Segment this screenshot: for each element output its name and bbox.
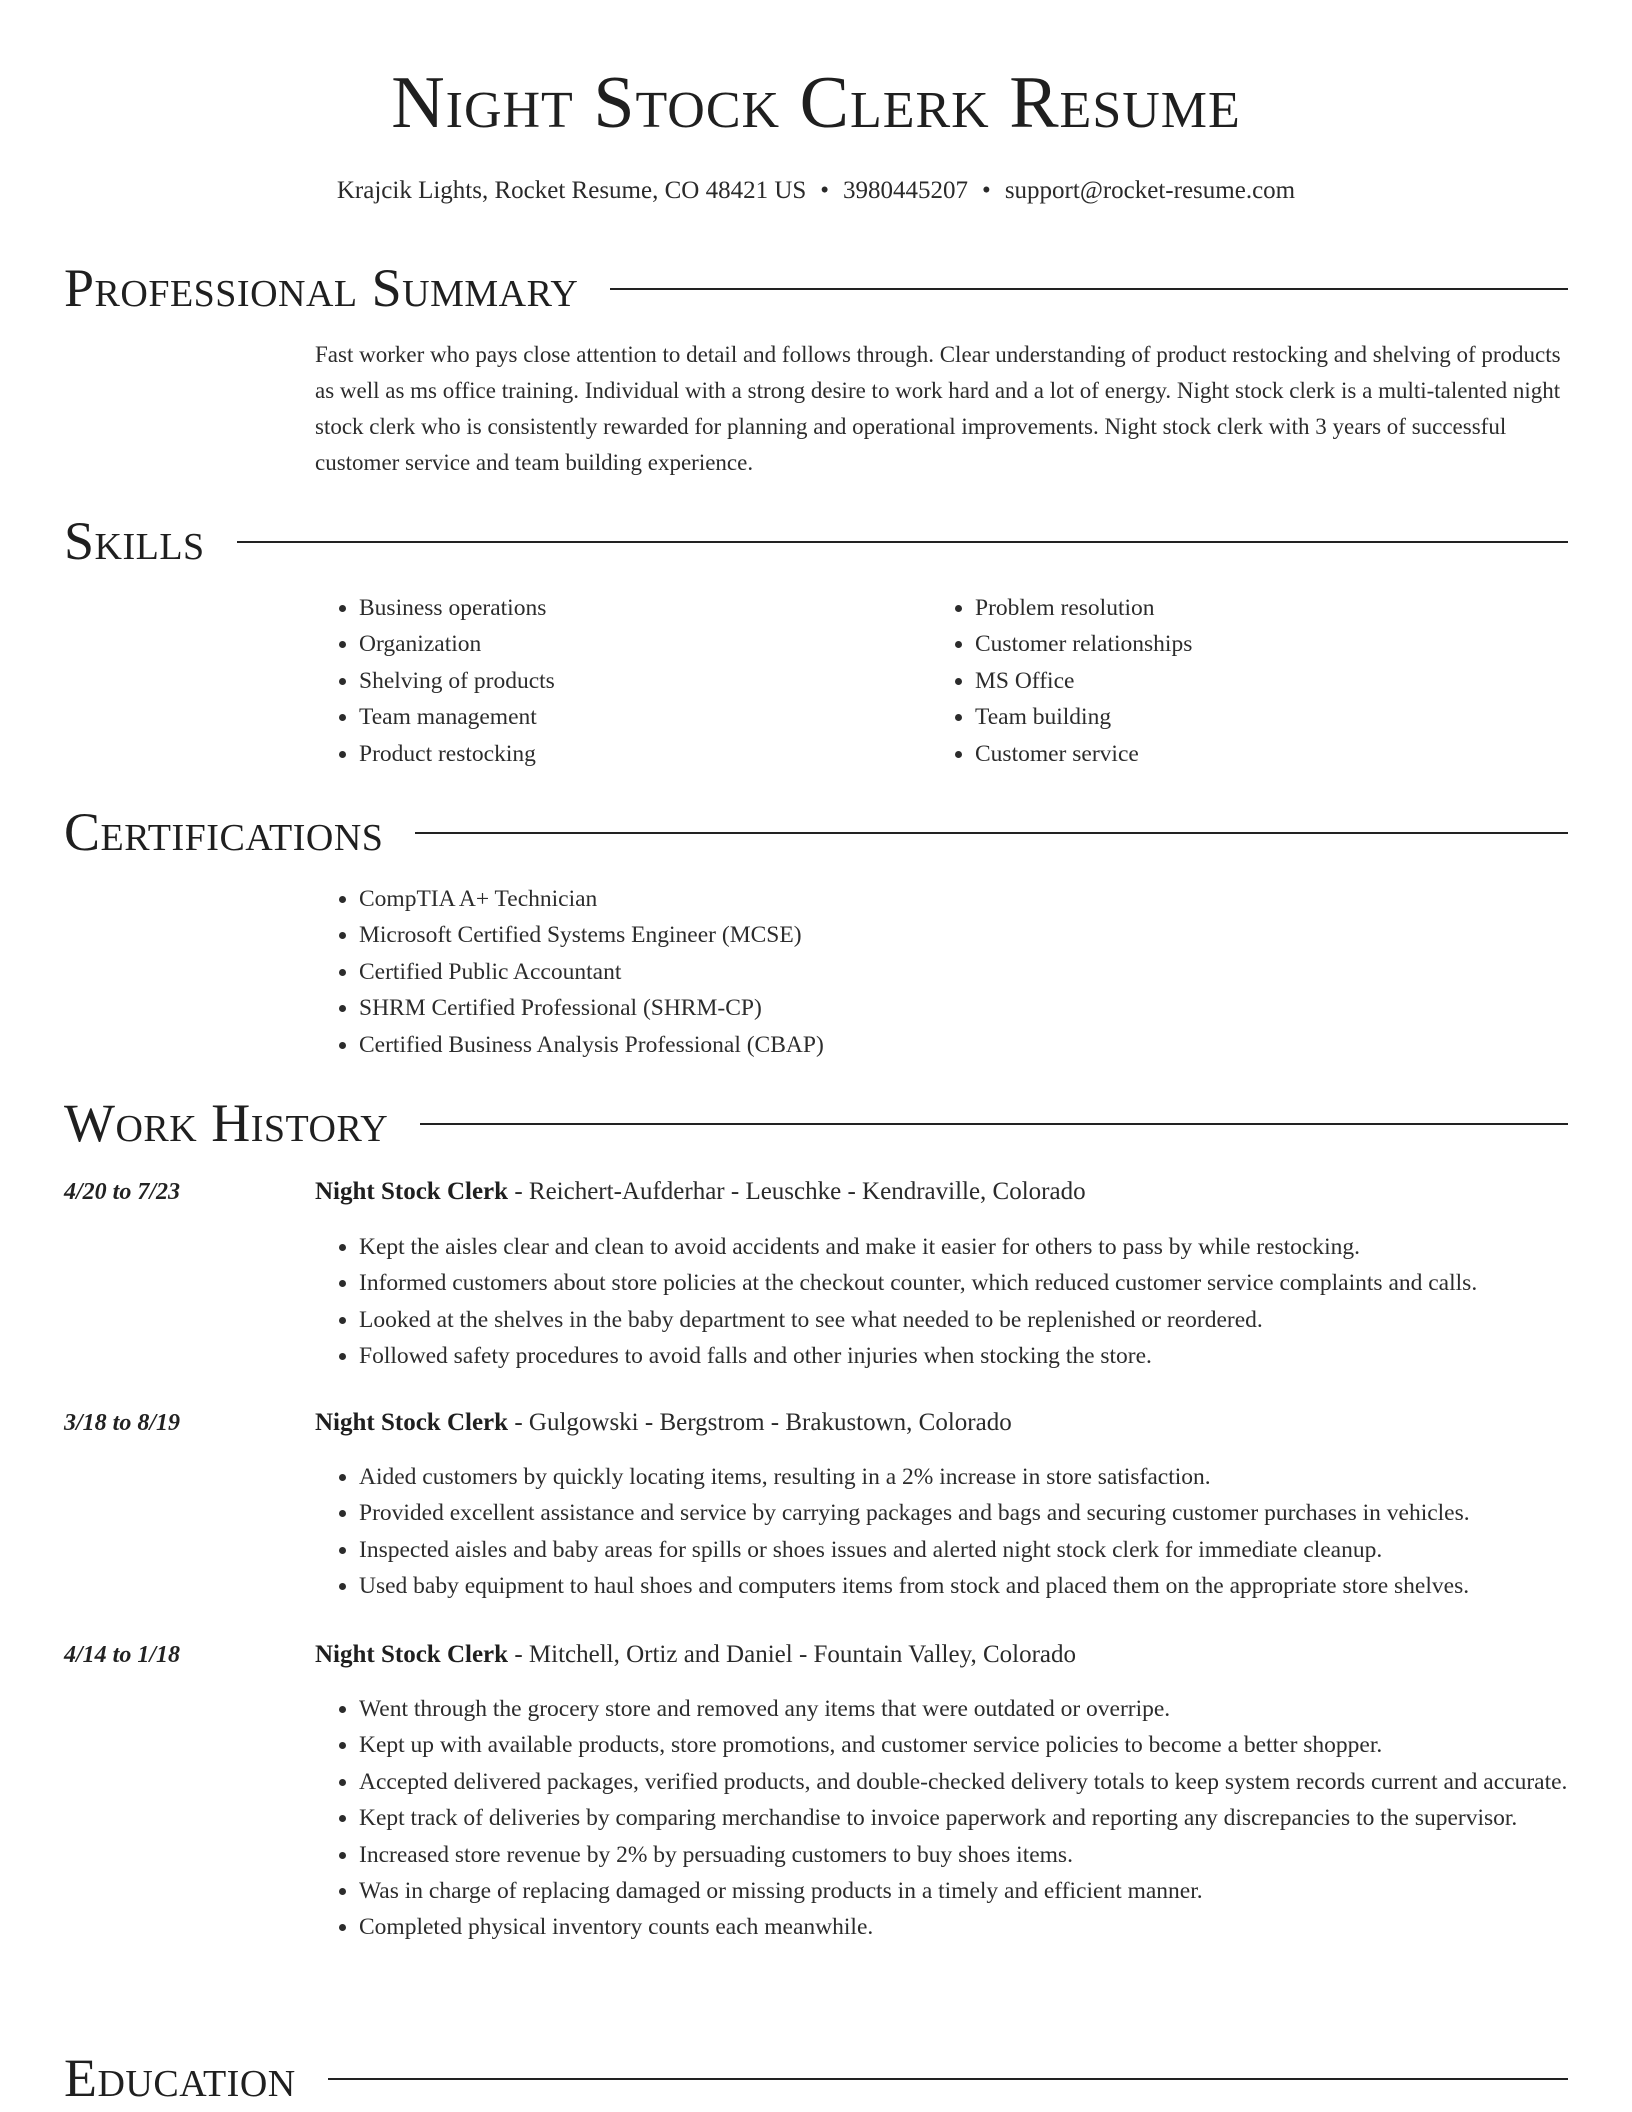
contact-separator: • xyxy=(820,177,830,204)
certification-item: • Certified Public Accountant xyxy=(359,954,1559,990)
contact-line xyxy=(0,174,1632,208)
skill-item: • Customer relationships xyxy=(975,626,1575,662)
job-bullet: • Completed physical inventory counts each meanwhile. xyxy=(359,1909,1613,1945)
skill-item: • Shelving of products xyxy=(359,663,919,699)
job-details: - Reichert-Aufderhar - Leuschke - Kendraville, Colorado xyxy=(508,1178,1086,1205)
resume-title: Night Stock Clerk Resume xyxy=(391,62,1241,144)
job-heading xyxy=(315,1405,1012,1441)
section-divider xyxy=(610,288,1568,290)
certification-item: • CompTIA A+ Technician xyxy=(359,881,1559,917)
job-bullet: • Followed safety procedures to avoid falls and other injuries when stocking the store. xyxy=(359,1338,1613,1374)
section-divider xyxy=(415,832,1568,834)
job-details: - Mitchell, Ortiz and Daniel - Fountain Valley, Colorado xyxy=(508,1641,1076,1668)
certification-item: • Microsoft Certified Systems Engineer (MCSE) xyxy=(359,917,1559,953)
certifications-heading: Certifications xyxy=(64,802,384,862)
section-divider xyxy=(420,1123,1568,1125)
job-bullet: • Kept up with available products, store promotions, and customer service policies to become a better shopper. xyxy=(359,1727,1613,1763)
job-bullet: • Used baby equipment to haul shoes and computers items from stock and placed them on the appropriate store shelves. xyxy=(359,1568,1613,1604)
job-title: Night Stock Clerk xyxy=(315,1409,509,1436)
education-section-header xyxy=(64,2045,1568,2111)
job-bullet: • Aided customers by quickly locating items, resulting in a 2% increase in store satisfaction. xyxy=(359,1459,1613,1495)
skill-item: • MS Office xyxy=(975,663,1575,699)
skill-item: • Problem resolution xyxy=(975,590,1575,626)
contact-separator: • xyxy=(982,177,991,204)
summary-section-header xyxy=(64,255,1568,321)
work-history-section-header xyxy=(64,1090,1568,1156)
job-bullet: • Provided excellent assistance and service by carrying packages and bags and securing customer purchases in vehicles. xyxy=(359,1495,1613,1531)
contact-email[interactable]: support@rocket-resume.com xyxy=(1004,177,1296,204)
skill-item: • Organization xyxy=(359,626,919,662)
summary-heading: Professional Summary xyxy=(64,258,579,318)
contact-address: Krajcik Lights, Rocket Resume, CO 48421 US xyxy=(336,177,807,204)
summary-text: Fast worker who pays close attention to detail and follows through. Clear understanding of product restocking and shelving of products as well as ms office training. Individual with a strong desire to work hard and a lot of energy. Night stock clerk is a multi-talented night stock clerk who is consistently rewarded for planning and operational improvements. Night stock clerk with 3 years of successful customer service and team building experience. xyxy=(315,342,1561,475)
job-heading xyxy=(315,1637,1076,1673)
job-bullet: • Kept track of deliveries by comparing merchandise to invoice paperwork and reporting any discrepancies to the supervisor. xyxy=(359,1800,1613,1836)
job-dates: 4/14 to 1/18 xyxy=(64,1642,181,1668)
certification-item: • SHRM Certified Professional (SHRM-CP) xyxy=(359,990,1559,1026)
skill-item: • Customer service xyxy=(975,736,1575,772)
job-bullet: • Looked at the shelves in the baby department to see what needed to be replenished or reordered. xyxy=(359,1302,1613,1338)
job-bullet: • Kept the aisles clear and clean to avoid accidents and make it easier for others to pass by while restocking. xyxy=(359,1229,1613,1265)
skills-heading: Skills xyxy=(64,511,205,571)
job-bullets xyxy=(315,1229,1613,1375)
job-bullets xyxy=(315,1691,1613,1946)
job-dates: 3/18 to 8/19 xyxy=(64,1410,181,1436)
skill-item: • Team building xyxy=(975,699,1575,735)
skills-section-header xyxy=(64,508,1568,574)
skill-item: • Product restocking xyxy=(359,736,919,772)
section-divider xyxy=(328,2078,1568,2080)
education-heading: Education xyxy=(64,2048,296,2108)
job-heading xyxy=(315,1174,1086,1210)
certification-item: • Certified Business Analysis Professional (CBAP) xyxy=(359,1027,1559,1063)
job-title: Night Stock Clerk xyxy=(315,1641,509,1668)
skills-list-left xyxy=(315,590,919,772)
contact-phone: 3980445207 xyxy=(843,177,969,204)
certifications-section-header xyxy=(64,799,1568,865)
skills-list-right xyxy=(931,590,1575,772)
certifications-list xyxy=(315,881,1559,1063)
job-dates: 4/20 to 7/23 xyxy=(64,1179,181,1205)
job-bullets xyxy=(315,1459,1613,1605)
job-details: - Gulgowski - Bergstrom - Brakustown, Colorado xyxy=(508,1409,1012,1436)
job-title: Night Stock Clerk xyxy=(315,1178,509,1205)
skill-item: • Team management xyxy=(359,699,919,735)
job-bullet: • Accepted delivered packages, verified products, and double-checked delivery totals to keep system records current and accurate. xyxy=(359,1764,1613,1800)
skill-item: • Business operations xyxy=(359,590,919,626)
work-history-heading: Work History xyxy=(64,1093,389,1153)
job-bullet: • Was in charge of replacing damaged or missing products in a timely and efficient manner. xyxy=(359,1873,1613,1909)
job-bullet: • Went through the grocery store and removed any items that were outdated or overripe. xyxy=(359,1691,1613,1727)
job-bullet: • Increased store revenue by 2% by persuading customers to buy shoes items. xyxy=(359,1837,1613,1873)
job-bullet: • Informed customers about store policies at the checkout counter, which reduced customer service complaints and calls. xyxy=(359,1265,1613,1301)
section-divider xyxy=(237,541,1568,543)
job-bullet: • Inspected aisles and baby areas for spills or shoes issues and alerted night stock clerk for immediate cleanup. xyxy=(359,1532,1613,1568)
